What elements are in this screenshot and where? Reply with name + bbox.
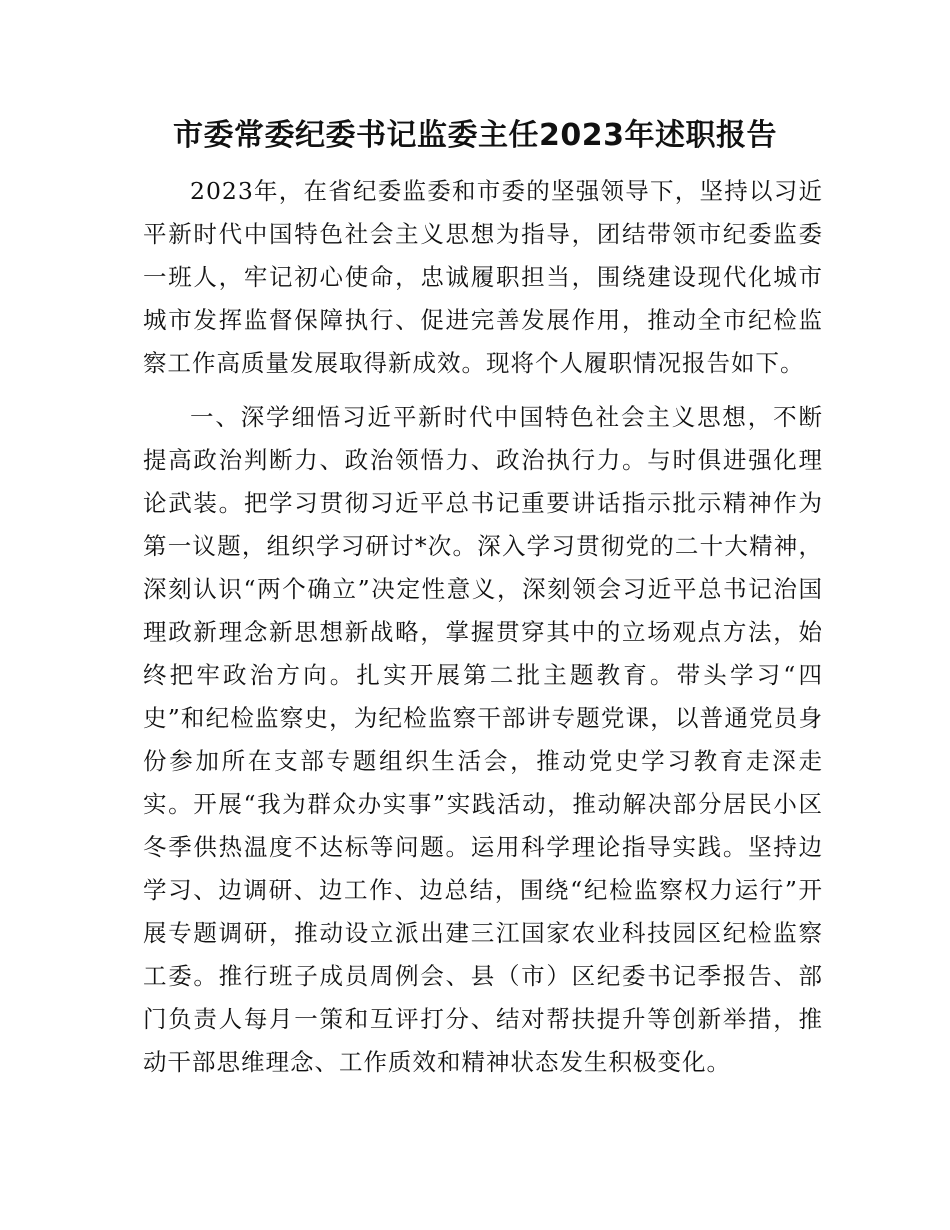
paragraph-section-one: 一、深学细悟习近平新时代中国特色社会主义思想，不断提高政治判断力、政治领悟力、政治执行力。与时俱进强化理论武装。把学习贯彻习近平总书记重要讲话指示批示精神作为第一议题，组织学习研讨*次。深入学习贯彻党的二十大精神，深刻认识“两个确立”决定性意义，深刻领会习近平总书记治国理政新理念新思想新战略，掌握贯穿其中的立场观点方法，始终把牢政治方向。扎实开展第二批主题教育。带头学习“四史”和纪检监察史，为纪检监察干部讲专题党课，以普通党员身份参加所在支部专题组织生活会，推动党史学习教育走深走实。开展“我为群众办实事”实践活动，推动解决部分居民小区冬季供热温度不达标等问题。运用科学理论指导实践。坚持边学习、边调研、边工作、边总结，围绕“纪检监察权力运行”开展专题调研，推动设立派出建三江国家农业科技园区纪检监察工委。推行班子成员周例会、县（市）区纪委书记季报告、部门负责人每月一策和互评打分、结对帮扶提升等创新举措，推动干部思维理念、工作质效和精神状态发生积极变化。 [143, 403, 823, 1076]
document-title: 市委常委纪委书记监委主任2023年述职报告 [173, 118, 777, 153]
paragraph-intro: 2023年，在省纪委监委和市委的坚强领导下，坚持以习近平新时代中国特色社会主义思想为指导，团结带领市纪委监委一班人，牢记初心使命，忠诚履职担当，围绕建设现代化城市城市发挥监督保障执行、促进完善发展作用，推动全市纪检监察工作高质量发展取得新成效。现将个人履职情况报告如下。 [143, 177, 823, 377]
